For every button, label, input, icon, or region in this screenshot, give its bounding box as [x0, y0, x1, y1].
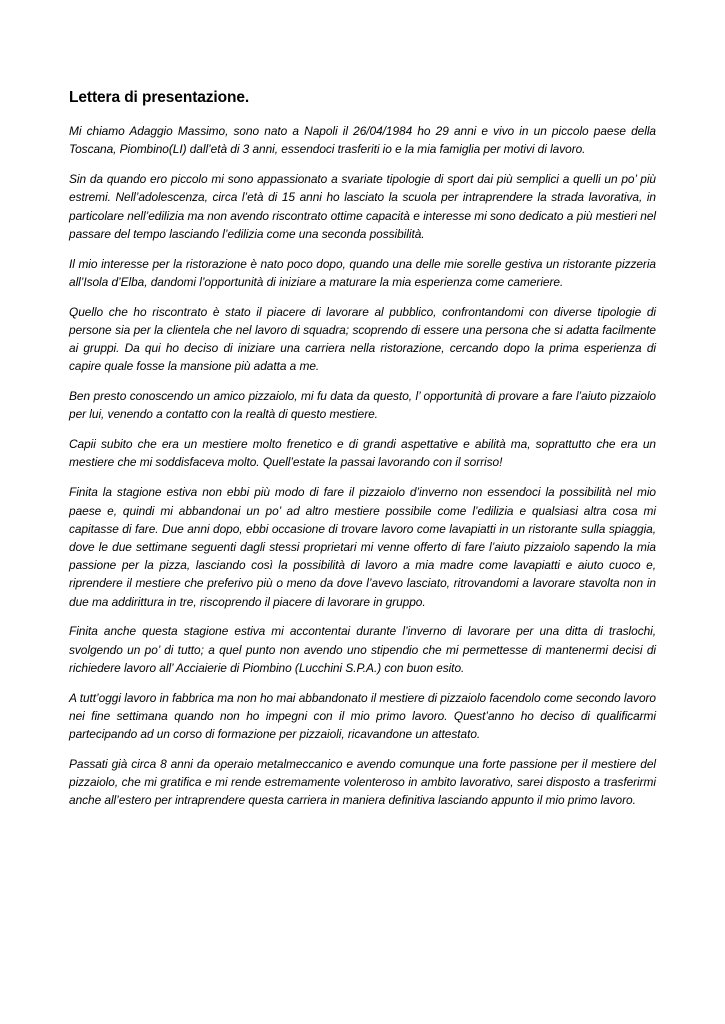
document-body [69, 88, 656, 821]
document-title [69, 88, 656, 108]
paragraph-current-work: A tutt’oggi lavoro in fabbrica ma non ho mai abbandonato il mestiere di pizzaiolo facendolo come secondo lavoro nei fine settimana quando non ho impegni con il mio primo lavoro. Quest’anno ho deciso di qualificarmi partecipando ad un corso di formazione per pizzaioli, ricavandone un attestato. [69, 690, 656, 742]
paragraph-factory-job: Finita anche questa stagione estiva mi accontentai durante l’inverno di lavorare per una ditta di traslochi, svolgendo un po’ di tutto; a quel punto non avendo uno stipendio che mi permettesse di mantenermi decisi di richiedere lavoro all’ Acciaierie di Piombino (Lucchini S.P.A.) con buon esito. [69, 624, 656, 675]
title-punctuation: . [244, 89, 250, 106]
paragraph-intro: Mi chiamo Adaggio Massimo, sono nato a Napoli il 26/04/1984 ho 29 anni e vivo in un piccolo paese della Toscana, Piombino(LI) dall’età di 3 anni, essendoci trasferiti io e la mia famiglia per motivi di lavoro. [69, 124, 656, 157]
paragraph-conclusion: Passati già circa 8 anni da operaio metalmeccanico e avendo comunque una forte passione per il mestiere del pizzaiolo, che mi gratifica e mi rende estremamente volenteroso in ambito lavorativo, sarei disposto a trasferirmi anche all’estero per intraprendere questa carriera in maniera definitiva lasciando appunto il mio primo lavoro. [69, 757, 656, 808]
title-text: Lettera di presentazione [69, 89, 245, 106]
paragraph-public-work: Quello che ho riscontrato è stato il piacere di lavorare al pubblico, confrontandomi con diverse tipologie di persone sia per la clientela che nel lavoro di squadra; scoprendo di essere una persona che si adatta facilmente ai gruppi. Da qui ho deciso di iniziare una carriera nella ristorazione, cercando dopo la prima esperienza di capire quale fosse la mansione più adatta a me. [69, 304, 656, 374]
paragraph-youth: Sin da quando ero piccolo mi sono appassionato a svariate tipologie di sport dai più semplici a quelli un po’ più estremi. Nell’adolescenza, circa l’età di 15 anni ho lasciato la scuola per intraprendere la strada lavorativa, in particolare nell’edilizia ma non avendo riscontrato ottime capacità e interesse mi sono dedicato a più mestieri nel passare del tempo lasciando l’edilizia come una seconda possibilità. [69, 172, 656, 241]
paragraph-second-season: Finita la stagione estiva non ebbi più modo di fare il pizzaiolo d’inverno non essendoci la possibilità nel mio paese e, quindi mi abbandonai un po’ ad altro mestiere possibile come l’edilizia e qualsiasi altra cosa mi capitasse di fare. Due anni dopo, ebbi occasione di trovare lavoro come lavapiatti in un ristorante sulla spiaggia, dove le due settimane seguenti dagli stessi proprietari mi venne offerto di fare l’aiuto pizzaiolo sapendo la mia passione per la pizza, lasciando così la possibilità di lavoro a mia madre come lavapiatti e aiuto cuoco e, riprendere il mestiere che preferivo più o meno da dove l’avevo lasciato, ritrovandomi a lavorare stavolta non in due ma addirittura in tre, riscoprendo il piacere di lavorare in gruppo. [69, 485, 656, 609]
paragraph-pizzaiolo-friend: Ben presto conoscendo un amico pizzaiolo, mi fu data da questo, l’ opportunità di provare a fare l’aiuto pizzaiolo per lui, venendo a contatto con la realtà di questo mestiere. [69, 389, 656, 422]
paragraph-first-summer: Capii subito che era un mestiere molto frenetico e di grandi aspettative e abilità ma, soprattutto che era un mestiere che mi soddisfaceva molto. Quell’estate la passai lavorando con il sorriso! [69, 437, 656, 470]
paragraph-restaurant-interest: Il mio interesse per la ristorazione è nato poco dopo, quando una delle mie sorelle gestiva un ristorante pizzeria all’Isola d’Elba, dandomi l’opportunità di iniziare a maturare la mia esperienza come cameriere. [69, 256, 656, 289]
